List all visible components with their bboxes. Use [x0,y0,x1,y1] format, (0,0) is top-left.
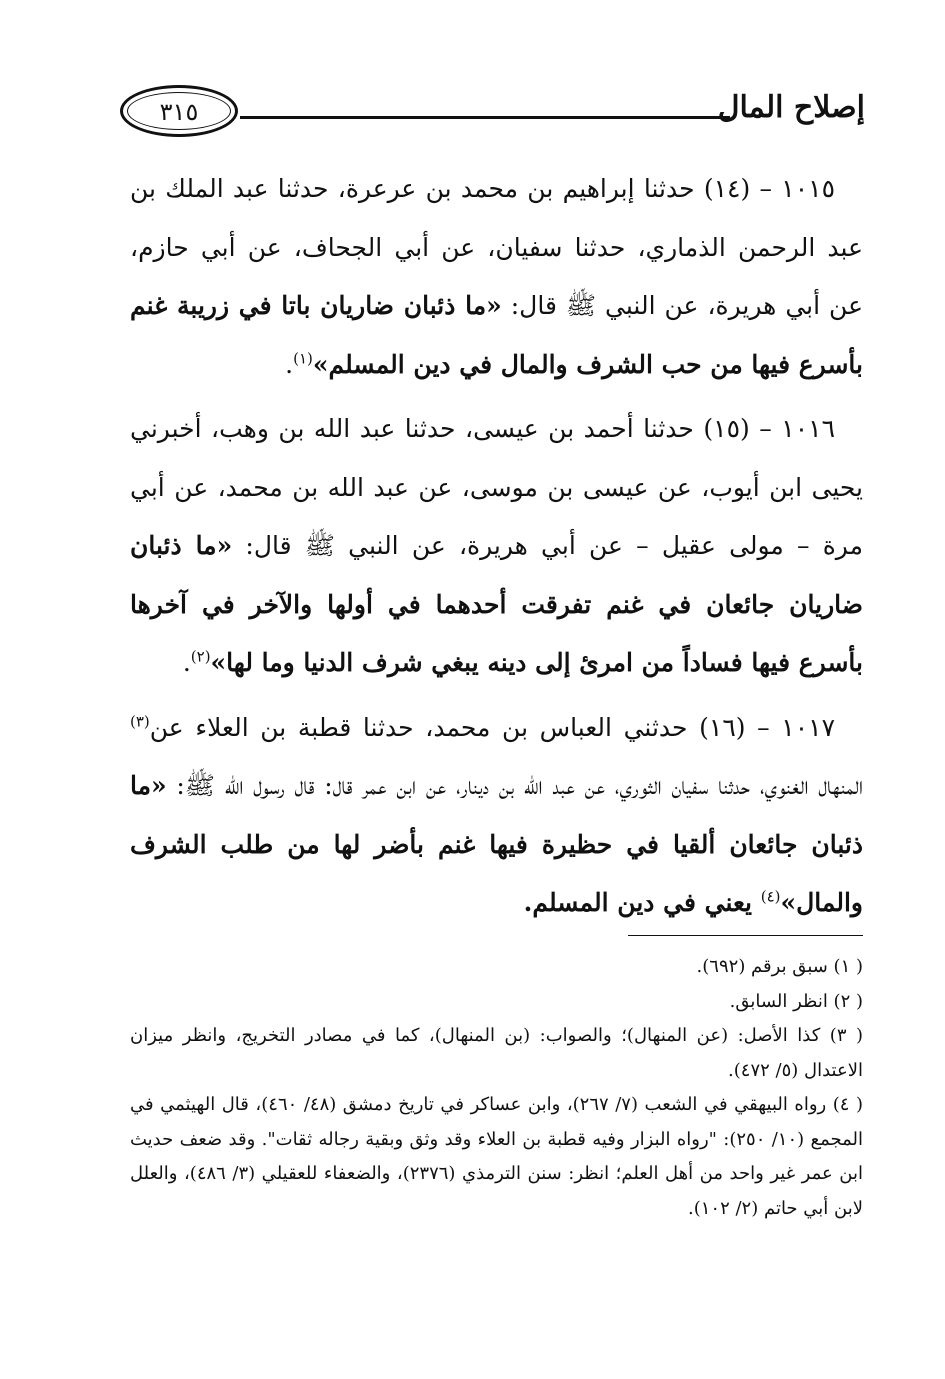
footnote-1: ( ١) سبق برقم (٦٩٢). [696,956,863,977]
footnote-3: ( ٣) كذا الأصل: (عن المنهال)؛ والصواب: (بن المنهال)، كما في مصادر التخريج، وانظر ميزان الاعتدال (٥/ ٤٧٢). [130,1025,864,1081]
footnote-ref: (٢) [190,647,211,666]
page-number: ٣١٥ [159,98,199,126]
footnote-ref: (١) [293,349,313,368]
hadith-tail: . [182,648,191,677]
hadith-intro: ١٠١٥ – (١٤) حدثنا إبراهيم بن محمد بن عرعرة، حدثنا عبد الملك بن عبد الرحمن الذماري، حدثنا سفيان، عن أبي الجحاف، عن أبي حازم، عن أبي هريرة، عن النبي ﷺ قال: [130,174,863,320]
header-rule [240,116,730,119]
footnote-4: ( ٤) رواه البيهقي في الشعب (٧/ ٢٦٧)، وابن عساكر في تاريخ دمشق (٤٨/ ٤٦٠)، قال الهيثمي في المجمع (١٠/ ٢٥٠): "رواه البزار وفيه قطبة بن العلاء وقد وثق وبقية رجاله ثقات". وقد ضعف حديث ابن عمر غير واحد من أهل العلم؛ انظر: سنن الترمذي (٢٣٧٦)، والضعفاء للعقيلي (٣/ ٤٨٦)، والعلل لابن أبي حاتم (٢/ ١٠٢). [130,1094,864,1219]
footnote-ref: (٤) [760,887,781,906]
hadith-intro-cont: المنهال الغنوي، حدثنا سفيان الثوري، عن عبد الله بن دينار، عن ابن عمر قال: قال رسول الله ﷺ: [166,771,863,800]
footnote-ref: (٣) [130,712,150,731]
hadith-quote: «ما ذئبان ضاريان باتا في زريبة غنم بأسرع فيها من حب الشرف والمال في دين المسلم» [130,291,863,379]
hadith-tail: يعني في دين المسلم. [523,888,761,917]
page-header [120,82,865,152]
hadith-quote: «ما ذئبان ضاريان جائعان في غنم تفرقت أحدهما في أولها والآخر في آخرها بأسرع فيها فساداً من امرئ إلى دينه يبغي شرف الدنيا وما لها» [130,531,863,677]
hadith-intro: ١٠١٧ – (١٦) حدثني العباس بن محمد، حدثنا قطبة بن العلاء عن [149,712,835,742]
footnote-separator [628,935,863,936]
hadith-1016 [130,400,863,693]
main-text [130,160,863,933]
page-number-oval [120,85,238,137]
footnotes [130,950,863,1226]
hadith-tail: . [285,349,294,379]
footnote-2: ( ٢) انظر السابق. [729,990,863,1012]
running-title: إصلاح المال [717,90,865,125]
hadith-1017 [130,699,863,933]
hadith-1015 [130,160,863,394]
hadith-quote: «ما ذئبان جائعان ألقيا في حظيرة فيها غنم بأضر لها من طلب الشرف والمال» [130,771,863,917]
hadith-intro: ١٠١٦ – (١٥) حدثنا أحمد بن عيسى، حدثنا عبد الله بن وهب، أخبرني يحيى ابن أيوب، عن عيسى بن موسى، عن عبد الله بن محمد، عن أبي مرة – مولى عقيل – عن أبي هريرة، عن النبي ﷺ قال: [130,414,863,560]
